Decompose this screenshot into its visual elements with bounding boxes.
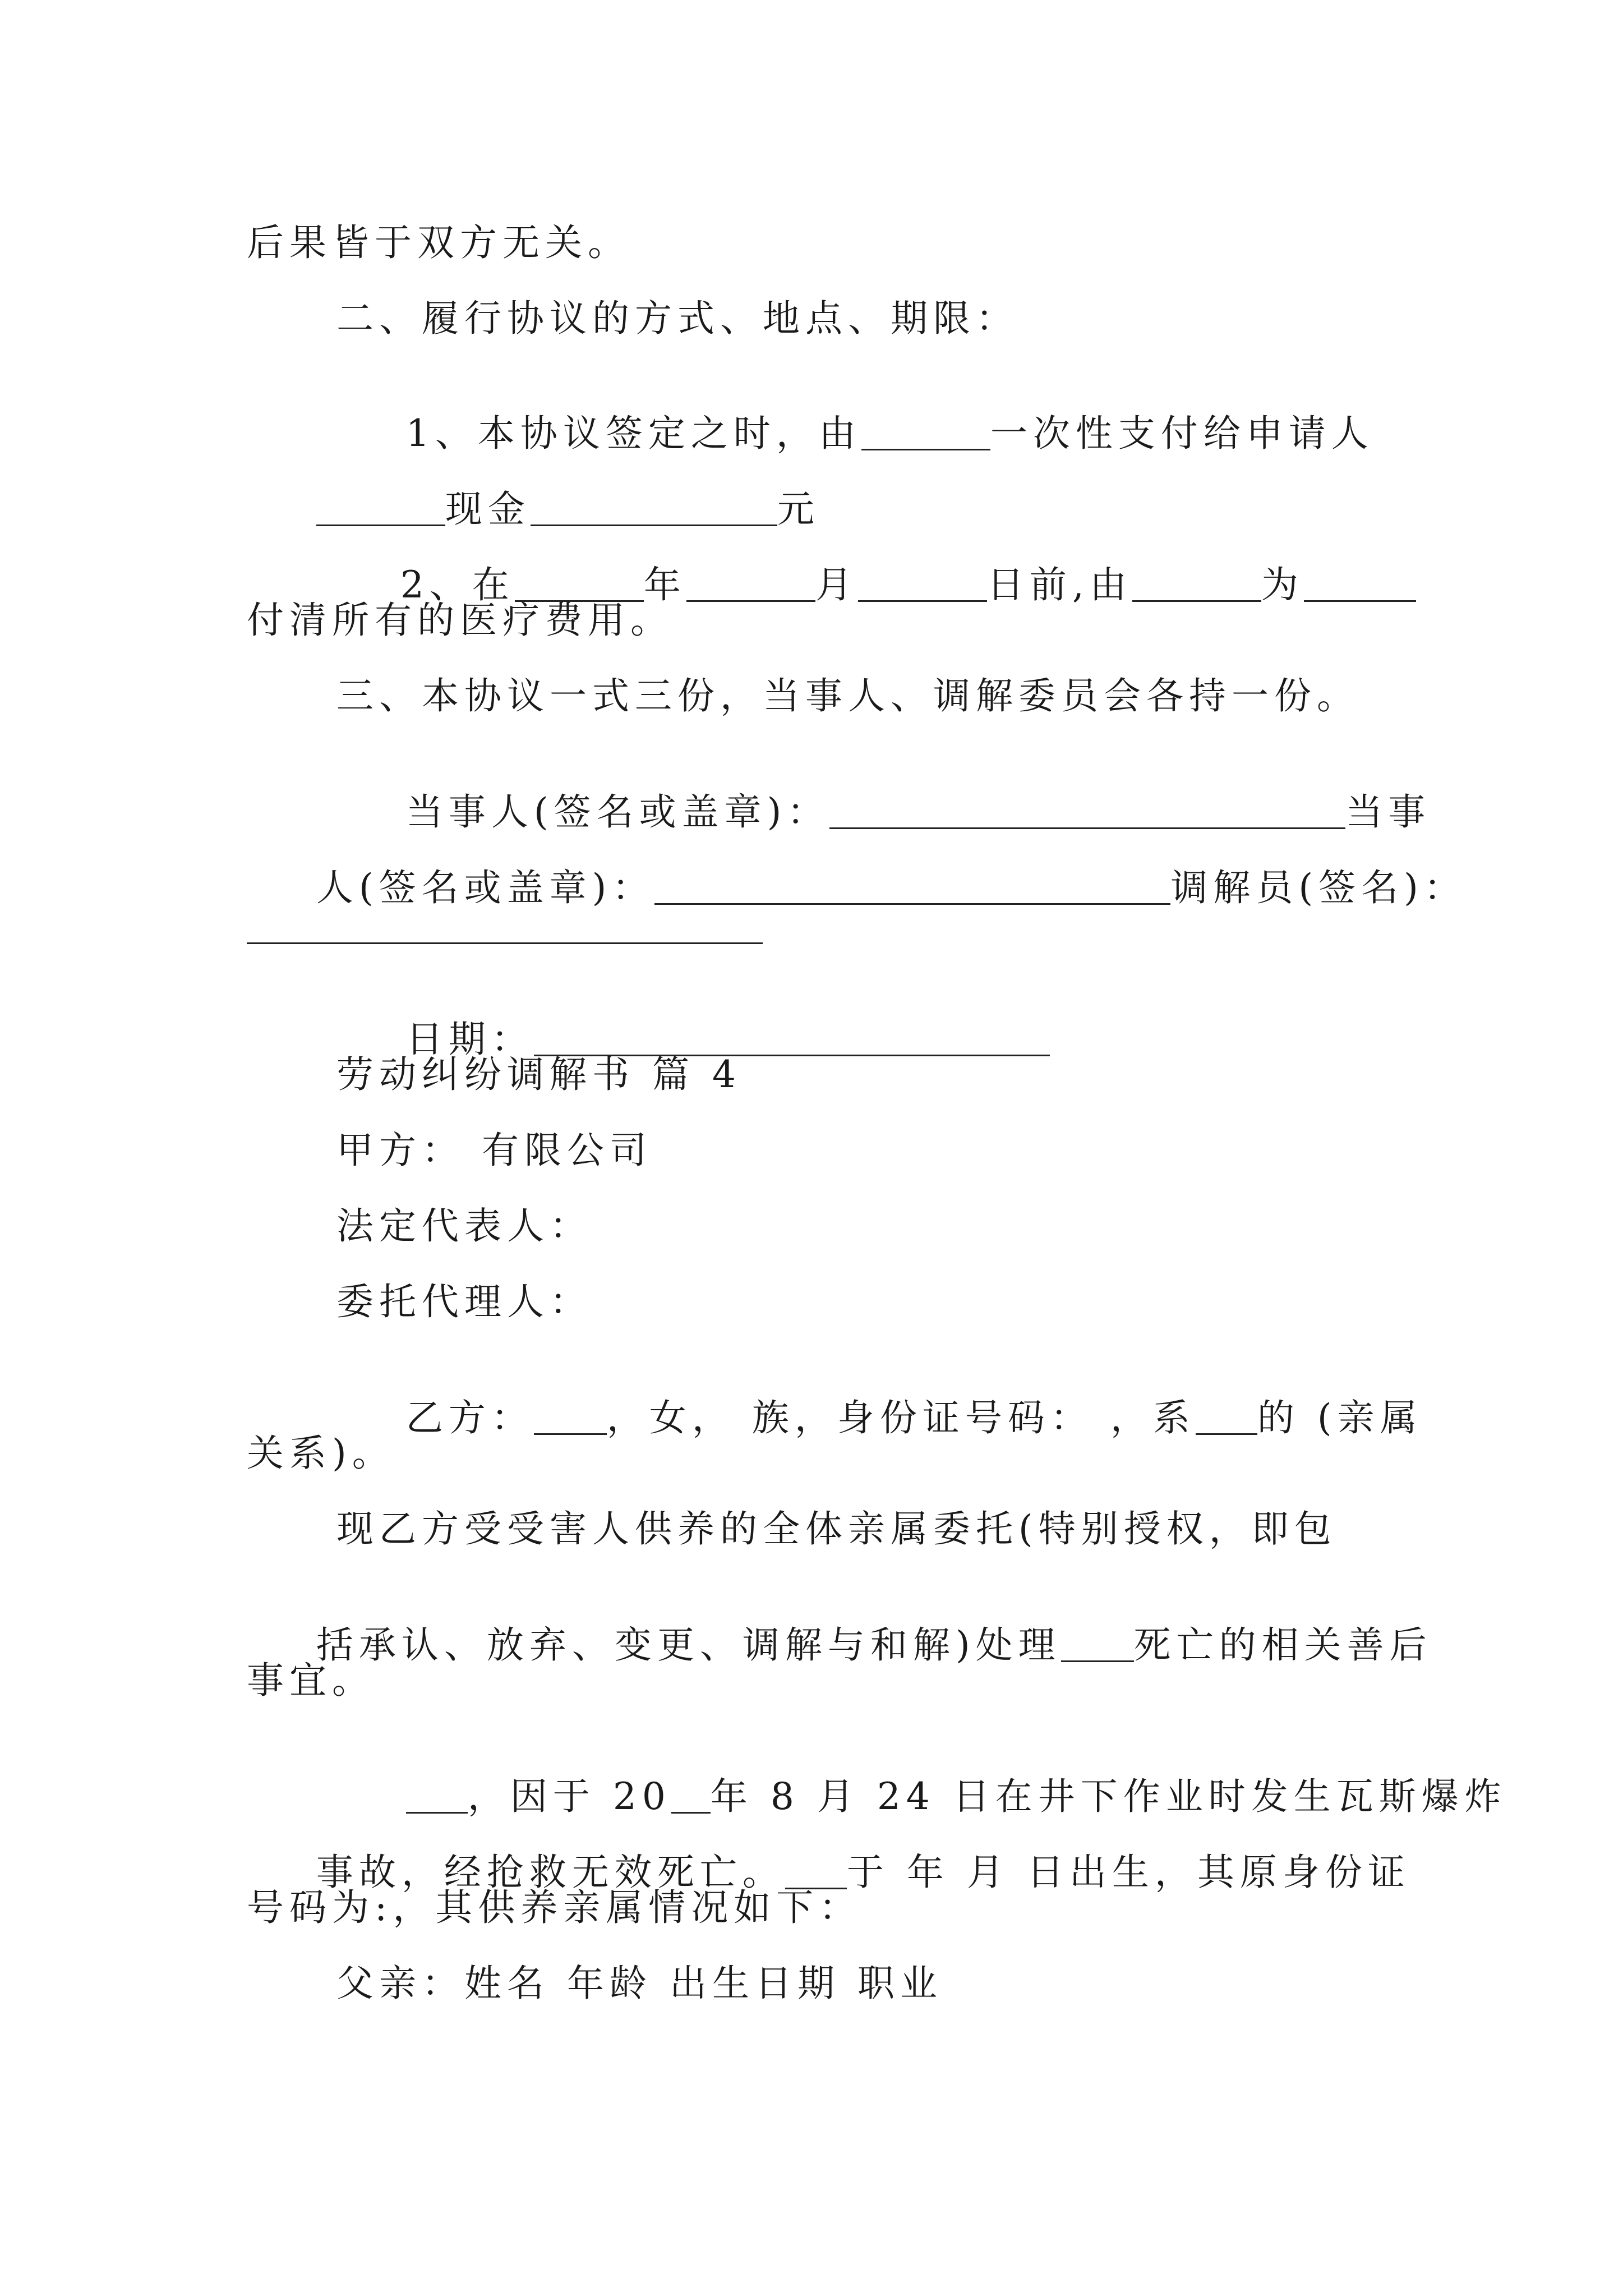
text-segment: 人(签名或盖章)：	[316, 866, 655, 910]
party-b-line	[336, 1359, 1423, 1474]
text-segment: 2、在	[400, 563, 515, 607]
text-segment: ，因于 20	[467, 1775, 671, 1819]
blank-field	[406, 1775, 468, 1814]
text-segment: 当事	[1345, 790, 1431, 834]
text-line: 后果皆于双方无关。	[247, 221, 630, 264]
text-segment: 年	[643, 563, 686, 607]
text-line: 父亲：姓名 年龄 出生日期 职业	[336, 1962, 943, 2005]
signature-blank	[247, 942, 763, 944]
text-segment: 当事人(签名或盖章)：	[405, 790, 830, 834]
text-segment: 于 年 月 日出生，其原身份证	[846, 1851, 1410, 1894]
blank-field	[515, 563, 644, 602]
blank-field	[1304, 563, 1416, 602]
text-segment: 年 8 月 24 日在井下作业时发生瓦斯爆炸	[710, 1775, 1507, 1819]
text-segment: 死亡的相关善后	[1133, 1623, 1432, 1667]
text-line: 关系)。	[247, 1432, 395, 1475]
date-blank	[534, 1018, 1050, 1056]
blank-field	[861, 412, 990, 450]
document-title: 劳动纠纷调解书 篇 4	[336, 1053, 741, 1096]
blank-field	[671, 1775, 711, 1814]
agent-line: 委托代理人：	[336, 1280, 592, 1323]
text-segment: 1、本协议签定之时，由	[405, 412, 861, 455]
text-segment: 现金	[445, 487, 531, 531]
text-segment: 调解员(签名)：	[1170, 866, 1467, 910]
text-segment: 日前,由	[986, 563, 1132, 607]
text-segment: 日期：	[405, 1018, 534, 1061]
text-line: 事宜。	[247, 1659, 375, 1702]
text-segment: 的 (亲属	[1257, 1396, 1423, 1440]
text-segment: ，女， 族，身份证号码： ，系	[606, 1396, 1196, 1440]
blank-field	[1061, 1623, 1134, 1662]
text-line: 现乙方受受害人供养的全体亲属委托(特别授权，即包	[336, 1507, 1337, 1550]
signature-blank	[829, 790, 1345, 829]
text-line: 号码为:，其供养亲属情况如下：	[247, 1886, 862, 1929]
text-line	[247, 1586, 1432, 1701]
blank-field	[534, 1396, 607, 1435]
signature-line	[247, 829, 1467, 944]
blank-field	[686, 563, 815, 602]
section-heading: 二、履行协议的方式、地点、期限：	[336, 297, 1018, 340]
text-segment: 为	[1261, 563, 1304, 607]
blank-field	[858, 563, 987, 602]
text-line: 付清所有的医疗费用。	[247, 599, 673, 642]
blank-field	[1132, 563, 1261, 602]
text-segment: 乙方：	[405, 1396, 534, 1440]
text-segment: 一次性支付给申请人	[990, 412, 1374, 455]
party-a-line: 甲方： 有限公司	[336, 1129, 652, 1172]
text-segment: 月	[815, 563, 858, 607]
signature-blank	[654, 866, 1170, 905]
blank-field	[1196, 1396, 1257, 1435]
text-segment: 括承认、放弃、变更、调解与和解)处理	[316, 1623, 1061, 1667]
legal-rep-line: 法定代表人：	[336, 1204, 592, 1248]
section-heading: 三、本协议一式三份，当事人、调解委员会各持一份。	[336, 674, 1359, 717]
blank-field	[316, 487, 445, 526]
text-segment: 元	[777, 487, 820, 531]
blank-field	[785, 1851, 847, 1889]
blank-field	[531, 487, 777, 526]
text-segment: 事故，经抢救无效死亡。	[316, 1851, 785, 1894]
